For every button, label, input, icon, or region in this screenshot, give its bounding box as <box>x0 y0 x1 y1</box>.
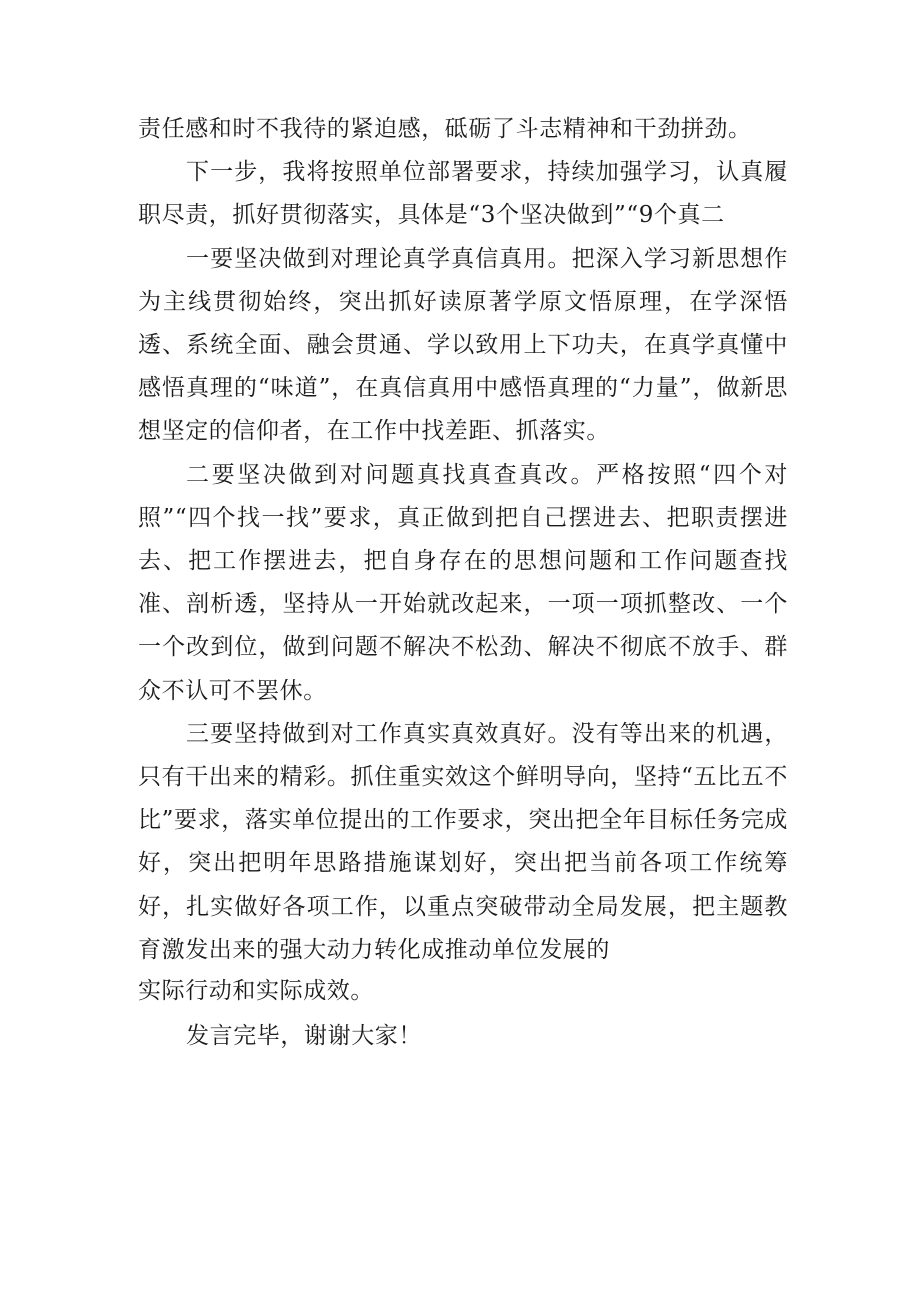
paragraph-theory: 一要坚决做到对理论真学真信真用。把深入学习新思想作为主线贯彻始终，突出抓好读原著学原文悟原理，在学深悟透、系统全面、融会贯通、学以致用上下功夫，在真学真懂中感悟真理的“味道”，在真信真用中感悟真理的“力量”，做新思想坚定的信仰者，在工作中找差距、抓落实。 <box>138 245 788 445</box>
paragraph-work: 三要坚持做到对工作真实真效真好。没有等出来的机遇，只有干出来的精彩。抓住重实效这个鲜明导向，坚持“五比五不比”要求，落实单位提出的工作要求，突出把全年目标任务完成好，突出把明年思路措施谋划好，突出把当前各项工作统筹好，扎实做好各项工作，以重点突破带动全局发展，把主题教育激发出来的强大动力转化成推动单位发展的 <box>138 720 788 963</box>
paragraph-next-steps: 下一步，我将按照单位部署要求，持续加强学习，认真履职尽责，抓好贯彻落实，具体是“3个坚决做到”“9个真二 <box>138 159 788 229</box>
paragraph-closing: 发言完毕，谢谢大家！ <box>186 1023 422 1050</box>
paragraph-continuation: 责任感和时不我待的紧迫感，砥砺了斗志精神和干劲拼劲。 <box>138 116 752 142</box>
document-body <box>138 108 788 1058</box>
paragraph-problems: 二要坚决做到对问题真找真查真改。严格按照“四个对照”“四个找一找”要求，真正做到把自己摆进去、把职责摆进去、把工作摆进去，把自身存在的思想问题和工作问题查找准、剖析透，坚持从一开始就改起来，一项一项抓整改、一个一个改到位，做到问题不解决不松劲、解决不彻底不放手、群众不认可不罢休。 <box>138 461 788 704</box>
paragraph-work-tail: 实际行动和实际成效。 <box>138 978 374 1005</box>
